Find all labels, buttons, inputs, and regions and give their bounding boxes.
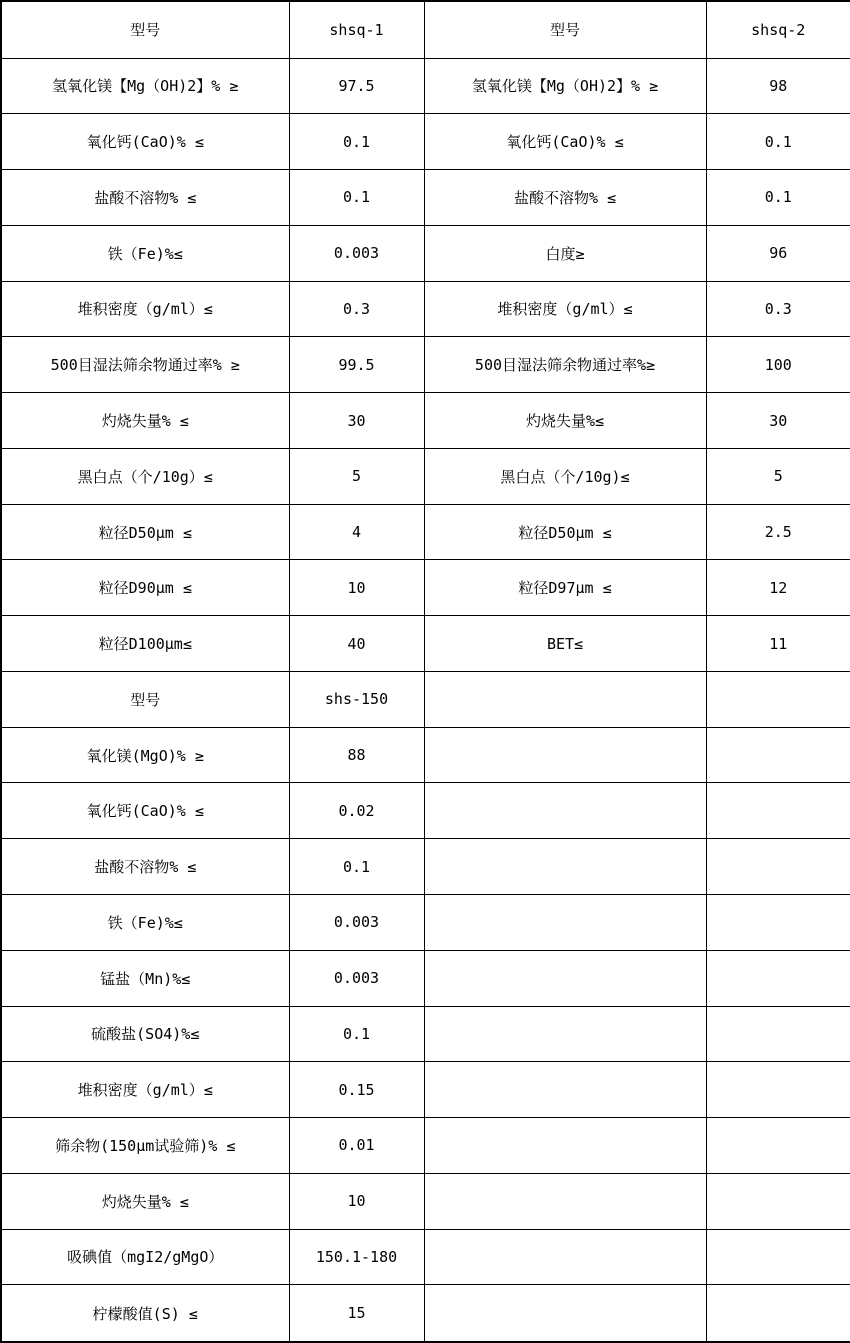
- value-cell-right: [706, 671, 850, 727]
- param-cell-left: 铁（Fe)%≤: [1, 895, 289, 951]
- value-cell-right: [706, 1173, 850, 1229]
- value-cell-left: 150.1-180: [289, 1229, 424, 1285]
- param-cell-right: [424, 1173, 706, 1229]
- param-cell-right: [424, 671, 706, 727]
- param-cell-left: 型号: [1, 1, 289, 58]
- value-cell-left: 99.5: [289, 337, 424, 393]
- value-cell-left: 97.5: [289, 58, 424, 114]
- table-row: [1, 783, 850, 839]
- table-row: [1, 504, 850, 560]
- value-cell-left: 0.003: [289, 225, 424, 281]
- param-cell-right: 灼烧失量%≤: [424, 393, 706, 449]
- value-cell-right: [706, 1229, 850, 1285]
- value-cell-left: 0.01: [289, 1118, 424, 1174]
- param-cell-left: 黑白点（个/10g）≤: [1, 448, 289, 504]
- value-cell-left: 5: [289, 448, 424, 504]
- table-row: [1, 114, 850, 170]
- param-cell-right: BET≤: [424, 616, 706, 672]
- table-row: [1, 448, 850, 504]
- value-cell-left: 0.003: [289, 895, 424, 951]
- value-cell-left: 88: [289, 727, 424, 783]
- table-row: [1, 727, 850, 783]
- value-cell-left: shs-150: [289, 671, 424, 727]
- param-cell-right: 氧化钙(CaO)% ≤: [424, 114, 706, 170]
- param-cell-left: 筛余物(150μm试验筛)% ≤: [1, 1118, 289, 1174]
- value-cell-right: 100: [706, 337, 850, 393]
- value-cell-right: [706, 1062, 850, 1118]
- value-cell-right: 2.5: [706, 504, 850, 560]
- param-cell-left: 粒径D90μm ≤: [1, 560, 289, 616]
- param-cell-right: 粒径D97μm ≤: [424, 560, 706, 616]
- value-cell-left: 10: [289, 1173, 424, 1229]
- table-row: [1, 560, 850, 616]
- value-cell-right: 30: [706, 393, 850, 449]
- table-row: [1, 1285, 850, 1342]
- param-cell-left: 堆积密度（g/ml）≤: [1, 1062, 289, 1118]
- table-row: [1, 616, 850, 672]
- param-cell-right: [424, 1118, 706, 1174]
- param-cell-left: 盐酸不溶物% ≤: [1, 170, 289, 226]
- value-cell-left: shsq-1: [289, 1, 424, 58]
- param-cell-left: 氢氧化镁【Mg（OH)2】% ≥: [1, 58, 289, 114]
- param-cell-left: 型号: [1, 671, 289, 727]
- value-cell-right: 98: [706, 58, 850, 114]
- value-cell-left: 10: [289, 560, 424, 616]
- value-cell-right: 11: [706, 616, 850, 672]
- param-cell-left: 盐酸不溶物% ≤: [1, 839, 289, 895]
- spec-table-body: [1, 1, 850, 1342]
- param-cell-left: 氧化钙(CaO)% ≤: [1, 783, 289, 839]
- value-cell-right: 96: [706, 225, 850, 281]
- value-cell-left: 40: [289, 616, 424, 672]
- param-cell-left: 硫酸盐(SO4)%≤: [1, 1006, 289, 1062]
- param-cell-right: [424, 1062, 706, 1118]
- param-cell-right: [424, 1285, 706, 1342]
- param-cell-right: 500目湿法筛余物通过率%≥: [424, 337, 706, 393]
- param-cell-right: 堆积密度（g/ml）≤: [424, 281, 706, 337]
- table-row: [1, 170, 850, 226]
- value-cell-right: 0.1: [706, 170, 850, 226]
- value-cell-right: [706, 727, 850, 783]
- value-cell-right: [706, 895, 850, 951]
- value-cell-right: shsq-2: [706, 1, 850, 58]
- param-cell-right: [424, 1006, 706, 1062]
- param-cell-left: 铁（Fe)%≤: [1, 225, 289, 281]
- table-row: [1, 950, 850, 1006]
- param-cell-left: 粒径D100μm≤: [1, 616, 289, 672]
- param-cell-right: 氢氧化镁【Mg（OH)2】% ≥: [424, 58, 706, 114]
- table-row: [1, 1, 850, 58]
- value-cell-right: 0.1: [706, 114, 850, 170]
- value-cell-right: [706, 783, 850, 839]
- param-cell-left: 灼烧失量% ≤: [1, 1173, 289, 1229]
- value-cell-right: [706, 1118, 850, 1174]
- table-row: [1, 225, 850, 281]
- value-cell-left: 0.003: [289, 950, 424, 1006]
- param-cell-right: 粒径D50μm ≤: [424, 504, 706, 560]
- param-cell-right: [424, 783, 706, 839]
- param-cell-right: [424, 895, 706, 951]
- value-cell-right: 5: [706, 448, 850, 504]
- value-cell-left: 0.1: [289, 1006, 424, 1062]
- value-cell-left: 0.1: [289, 839, 424, 895]
- table-row: [1, 337, 850, 393]
- table-row: [1, 1229, 850, 1285]
- param-cell-right: [424, 950, 706, 1006]
- table-row: [1, 895, 850, 951]
- param-cell-left: 500目湿法筛余物通过率% ≥: [1, 337, 289, 393]
- param-cell-left: 堆积密度（g/ml）≤: [1, 281, 289, 337]
- table-row: [1, 1062, 850, 1118]
- table-row: [1, 1173, 850, 1229]
- table-row: [1, 1006, 850, 1062]
- param-cell-left: 灼烧失量% ≤: [1, 393, 289, 449]
- param-cell-right: [424, 839, 706, 895]
- value-cell-left: 0.1: [289, 170, 424, 226]
- table-row: [1, 393, 850, 449]
- value-cell-left: 4: [289, 504, 424, 560]
- value-cell-left: 0.1: [289, 114, 424, 170]
- value-cell-left: 30: [289, 393, 424, 449]
- value-cell-left: 15: [289, 1285, 424, 1342]
- param-cell-right: 黑白点（个/10g)≤: [424, 448, 706, 504]
- param-cell-left: 吸碘值（mgI2/gMgO）: [1, 1229, 289, 1285]
- table-row: [1, 671, 850, 727]
- param-cell-left: 氧化钙(CaO)% ≤: [1, 114, 289, 170]
- value-cell-right: 0.3: [706, 281, 850, 337]
- param-cell-left: 柠檬酸值(S) ≤: [1, 1285, 289, 1342]
- value-cell-right: [706, 950, 850, 1006]
- value-cell-left: 0.02: [289, 783, 424, 839]
- param-cell-left: 粒径D50μm ≤: [1, 504, 289, 560]
- table-row: [1, 1118, 850, 1174]
- table-row: [1, 839, 850, 895]
- table-row: [1, 281, 850, 337]
- param-cell-right: 盐酸不溶物% ≤: [424, 170, 706, 226]
- table-row: [1, 58, 850, 114]
- param-cell-left: 锰盐（Mn)%≤: [1, 950, 289, 1006]
- param-cell-right: 白度≥: [424, 225, 706, 281]
- param-cell-right: [424, 1229, 706, 1285]
- param-cell-right: [424, 727, 706, 783]
- value-cell-left: 0.3: [289, 281, 424, 337]
- value-cell-right: [706, 1285, 850, 1342]
- value-cell-right: [706, 1006, 850, 1062]
- value-cell-right: 12: [706, 560, 850, 616]
- param-cell-right: 型号: [424, 1, 706, 58]
- param-cell-left: 氧化镁(MgO)% ≥: [1, 727, 289, 783]
- value-cell-right: [706, 839, 850, 895]
- value-cell-left: 0.15: [289, 1062, 424, 1118]
